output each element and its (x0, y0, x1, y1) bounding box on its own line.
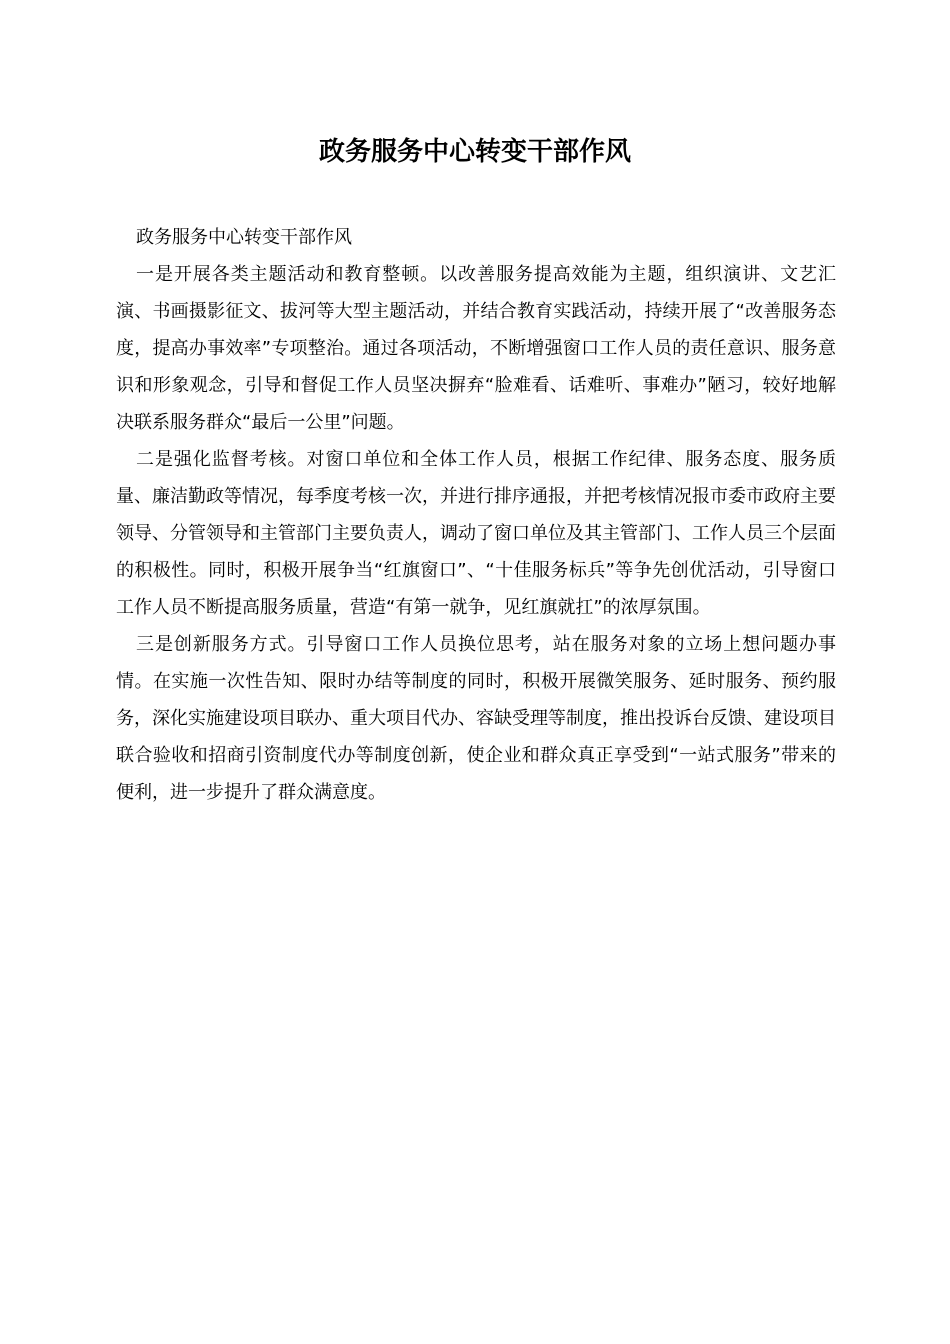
paragraph-subtitle: 政务服务中心转变干部作风 (136, 227, 352, 248)
paragraph-two: 二是强化监督考核。对窗口单位和全体工作人员，根据工作纪律、服务态度、服务质量、廉洁勤政等情况，每季度考核一次，并进行排序通报，并把考核情况报市委市政府主要领导、分管领导和主管部门主要负责人，调动了窗口单位及其主管部门、工作人员三个层面的积极性。同时，积极开展争当“红旗窗口”、“十佳服务标兵”等争先创优活动，引导窗口工作人员不断提高服务质量，营造“有第一就争，见红旗就扛”的浓厚氛围。 (116, 449, 836, 618)
document-body (116, 219, 836, 811)
document-title: 政务服务中心转变干部作风 (318, 137, 631, 167)
paragraph-one: 一是开展各类主题活动和教育整顿。以改善服务提高效能为主题，组织演讲、文艺汇演、书画摄影征文、拔河等大型主题活动，并结合教育实践活动，持续开展了“改善服务态度，提高办事效率”专项整治。通过各项活动，不断增强窗口工作人员的责任意识、服务意识和形象观念，引导和督促工作人员坚决摒弃“脸难看、话难听、事难办”陋习，较好地解决联系服务群众“最后一公里”问题。 (116, 264, 836, 433)
paragraph-three: 三是创新服务方式。引导窗口工作人员换位思考，站在服务对象的立场上想问题办事情。在实施一次性告知、限时办结等制度的同时，积极开展微笑服务、延时服务、预约服务，深化实施建设项目联办、重大项目代办、容缺受理等制度，推出投诉台反馈、建设项目联合验收和招商引资制度代办等制度创新，使企业和群众真正享受到“一站式服务”带来的便利，进一步提升了群众满意度。 (116, 634, 836, 803)
